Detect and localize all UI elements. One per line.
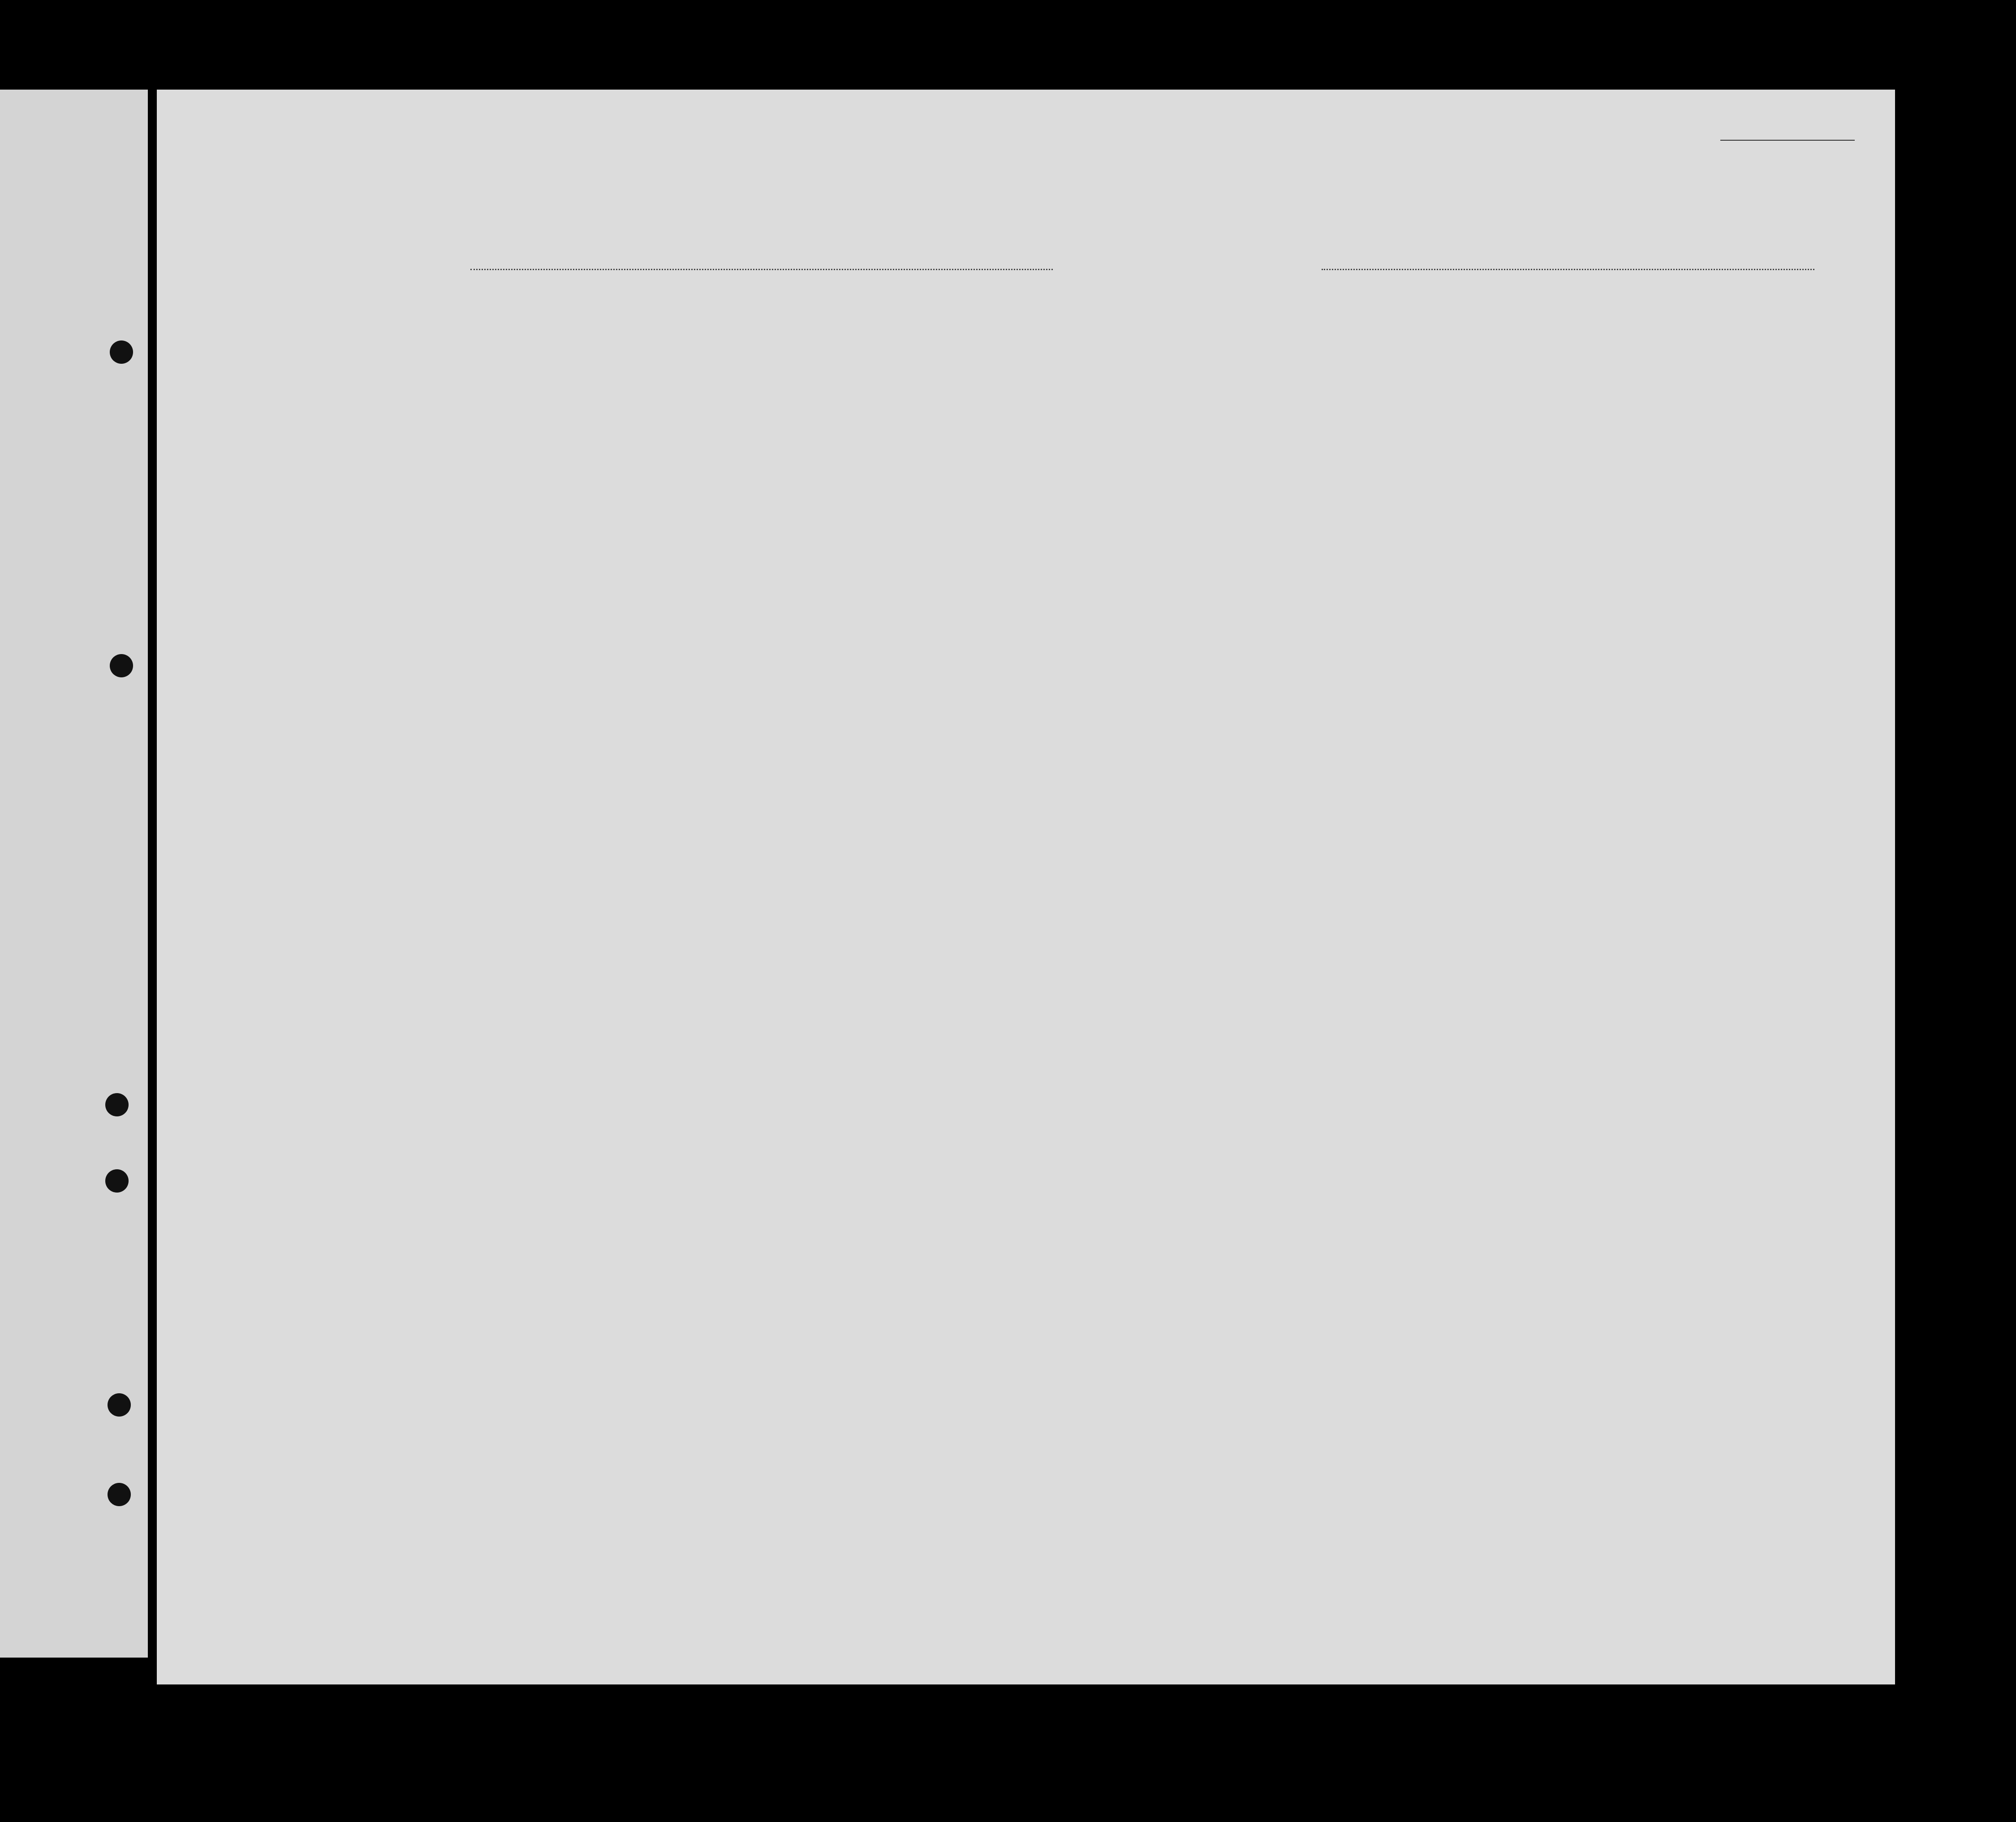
left-page-fragment (0, 90, 148, 1658)
binder-hole (108, 1393, 131, 1417)
binder-hole (105, 1093, 129, 1116)
binder-hole (110, 654, 133, 677)
binder-hole (108, 1483, 131, 1506)
manifest-page (157, 90, 1895, 1684)
binder-hole (110, 340, 133, 364)
table-grid (157, 90, 1895, 1684)
binder-hole (105, 1169, 129, 1193)
